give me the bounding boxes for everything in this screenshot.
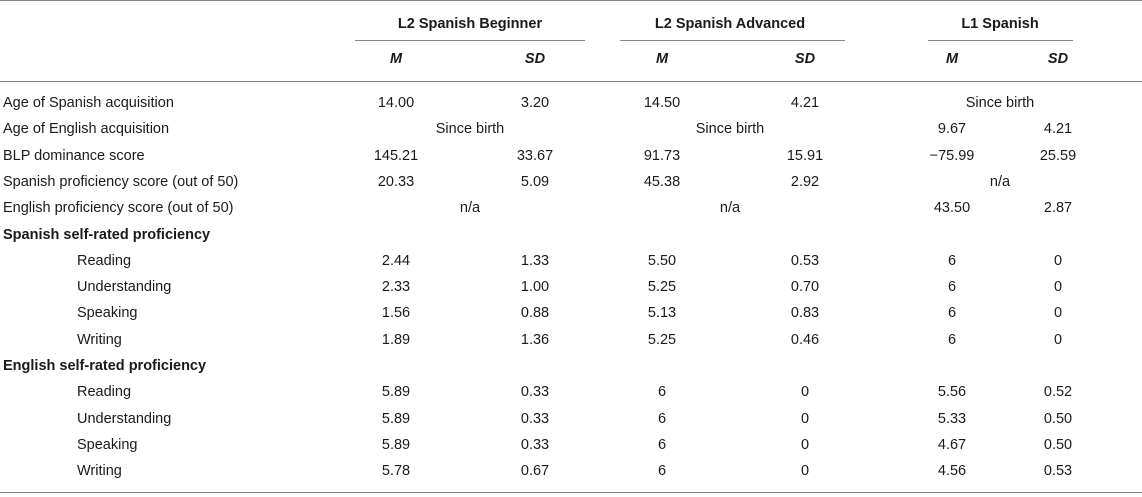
table-cell: 0 — [1053, 252, 1063, 269]
table-cell: 0.88 — [520, 305, 550, 322]
stat-header: SD — [794, 51, 816, 67]
table-cell: 2.33 — [381, 279, 411, 296]
group-rule-l1 — [928, 40, 1073, 41]
top-rule — [0, 0, 1142, 1]
table-cell: 1.00 — [520, 279, 550, 296]
group-header-advanced: L2 Spanish Advanced — [654, 16, 806, 32]
table-cell: 6 — [657, 384, 667, 401]
stat-header: SD — [524, 51, 546, 67]
table-cell: −75.99 — [929, 147, 975, 164]
table-cell: 0 — [1053, 305, 1063, 322]
table-cell: 0 — [800, 463, 810, 480]
table-cell: 14.50 — [643, 95, 681, 111]
stat-header: M — [389, 51, 403, 67]
group-header-beginner: L2 Spanish Beginner — [397, 16, 543, 32]
table-cell: 0.46 — [790, 331, 820, 348]
table-cell: 9.67 — [937, 121, 967, 138]
table-cell: 14.00 — [377, 95, 415, 111]
row-label: Age of English acquisition — [3, 121, 170, 138]
row-label: Spanish proficiency score (out of 50) — [3, 173, 239, 190]
table-cell: 5.89 — [381, 410, 411, 427]
table-cell: 1.36 — [520, 331, 550, 348]
group-rule-beginner — [355, 40, 585, 41]
table-cell: 0.53 — [790, 252, 820, 269]
row-label: English proficiency score (out of 50) — [3, 200, 234, 217]
stat-header: M — [655, 51, 669, 67]
table-cell: 0 — [800, 410, 810, 427]
row-label: BLP dominance score — [3, 147, 145, 164]
row-label: Understanding — [77, 410, 172, 427]
table-cell: 0.50 — [1043, 410, 1073, 427]
table-cell: 0 — [1053, 279, 1063, 296]
row-label: Writing — [77, 331, 122, 348]
table-cell: 20.33 — [377, 173, 415, 190]
table-cell: 6 — [657, 436, 667, 453]
table-cell: 4.21 — [790, 95, 820, 111]
row-label: Age of Spanish acquisition — [3, 95, 174, 111]
table-cell: 2.44 — [381, 252, 411, 269]
table-cell: 0 — [1053, 331, 1063, 348]
header-rule — [0, 81, 1142, 82]
table-cell: 0.70 — [790, 279, 820, 296]
row-label: Reading — [77, 252, 132, 269]
table-cell: 6 — [947, 305, 957, 322]
table-cell: 5.78 — [381, 463, 411, 480]
table-cell: 0.50 — [1043, 436, 1073, 453]
table-cell: 25.59 — [1039, 147, 1077, 164]
table-cell: 145.21 — [373, 147, 419, 164]
table-cell: 4.67 — [937, 436, 967, 453]
row-label: Understanding — [77, 279, 172, 296]
bottom-rule — [0, 492, 1142, 493]
table-cell: 3.20 — [520, 95, 550, 111]
table-cell: 0.67 — [520, 463, 550, 480]
table-cell: 4.56 — [937, 463, 967, 480]
table-cell: 5.25 — [647, 331, 677, 348]
table-cell: 0.33 — [520, 410, 550, 427]
table-cell: 1.33 — [520, 252, 550, 269]
table-cell: 0.52 — [1043, 384, 1073, 401]
table-cell: 43.50 — [933, 200, 971, 217]
table-cell: 33.67 — [516, 147, 554, 164]
table-cell-span: n/a — [719, 200, 741, 217]
table-cell: 0.53 — [1043, 463, 1073, 480]
table-cell: 0 — [800, 384, 810, 401]
section-title: English self-rated proficiency — [3, 358, 207, 374]
table-cell: 2.87 — [1043, 200, 1073, 217]
table-cell: 5.13 — [647, 305, 677, 322]
table-cell: 6 — [657, 463, 667, 480]
table-cell: 5.25 — [647, 279, 677, 296]
table-cell: 5.09 — [520, 173, 550, 190]
table-cell: 5.89 — [381, 384, 411, 401]
table-cell: 0.83 — [790, 305, 820, 322]
table-cell: 5.89 — [381, 436, 411, 453]
table-cell: 6 — [947, 252, 957, 269]
row-label: Reading — [77, 384, 132, 401]
table-cell: 0 — [800, 436, 810, 453]
table-cell: 1.56 — [381, 305, 411, 322]
table-cell: 2.92 — [790, 173, 820, 190]
table-cell: 6 — [947, 331, 957, 348]
table-cell-span: n/a — [459, 200, 481, 217]
table-cell: 1.89 — [381, 331, 411, 348]
table-cell: 5.33 — [937, 410, 967, 427]
table-cell-span: n/a — [989, 173, 1011, 190]
table-cell: 6 — [657, 410, 667, 427]
table-cell: 5.56 — [937, 384, 967, 401]
section-title: Spanish self-rated proficiency — [3, 226, 211, 243]
row-label: Speaking — [77, 436, 138, 453]
table-cell: 4.21 — [1043, 121, 1073, 138]
row-label: Speaking — [77, 305, 138, 322]
table-cell: 0.33 — [520, 436, 550, 453]
table-cell-span: Since birth — [435, 121, 505, 138]
stat-header: M — [945, 51, 959, 67]
table-cell: 6 — [947, 279, 957, 296]
table-cell-span: Since birth — [695, 121, 765, 138]
group-rule-advanced — [620, 40, 845, 41]
row-label: Writing — [77, 463, 122, 480]
stat-header: SD — [1047, 51, 1069, 67]
table-cell-span: Since birth — [965, 95, 1035, 111]
table-cell: 0.33 — [520, 384, 550, 401]
table-cell: 15.91 — [786, 147, 824, 164]
table-cell: 91.73 — [643, 147, 681, 164]
table-cell: 5.50 — [647, 252, 677, 269]
group-header-l1: L1 Spanish — [961, 16, 1039, 32]
table-cell: 45.38 — [643, 173, 681, 190]
